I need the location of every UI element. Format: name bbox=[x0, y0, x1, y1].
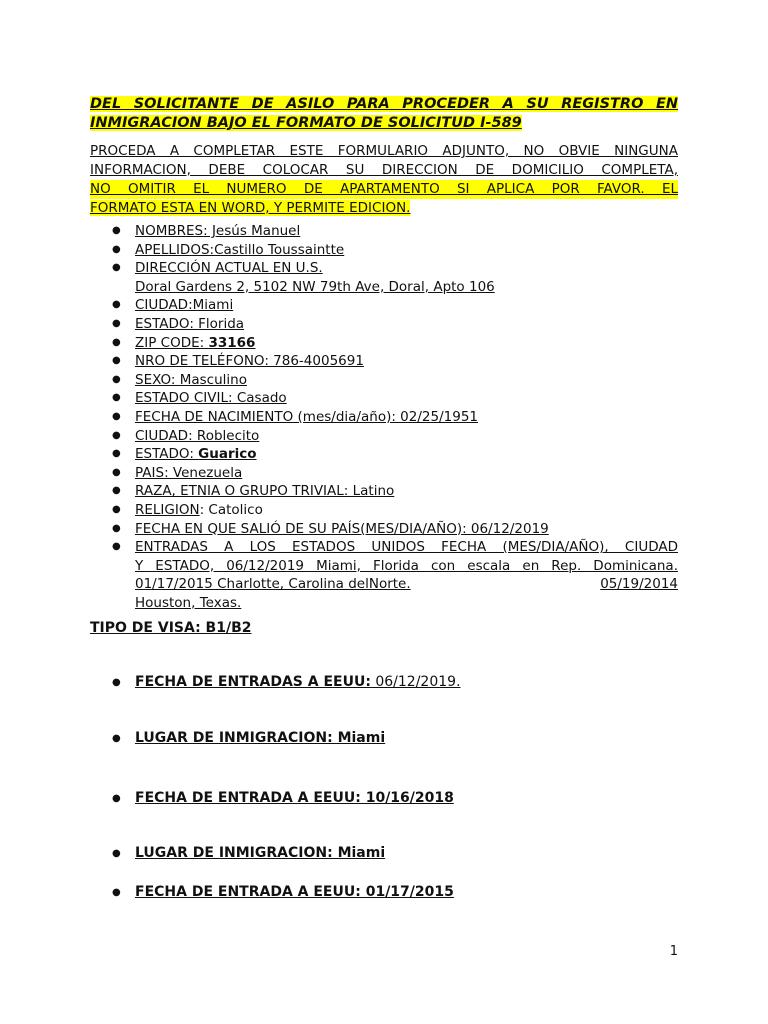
entry-fecha-1-label: FECHA DE ENTRADAS A EEUU: bbox=[135, 674, 371, 690]
field-direccion-label: ● DIRECCIÓN ACTUAL EN U.S. bbox=[135, 260, 323, 277]
field-zip-value: 33166 bbox=[208, 334, 256, 351]
field-nombres bbox=[90, 222, 678, 241]
field-sexo bbox=[90, 371, 678, 390]
field-direccion-value: Doral Gardens 2, 5102 NW 79th Ave, Doral, Apto 106 bbox=[135, 278, 495, 295]
field-religion-label: RELIGION bbox=[135, 501, 200, 518]
field-ciudad bbox=[90, 296, 678, 315]
field-estado-text: ESTADO: Florida bbox=[135, 315, 245, 332]
field-estado bbox=[90, 315, 678, 334]
field-estado-nacimiento bbox=[90, 445, 678, 464]
instructions-line-4-wrap bbox=[90, 199, 678, 218]
field-estado-nacimiento-value: Guarico bbox=[198, 446, 257, 463]
field-entradas-line-4: Houston, Texas. bbox=[135, 594, 242, 611]
entry-lugar-2 bbox=[135, 844, 385, 863]
field-religion-value: : Catolico bbox=[199, 501, 263, 518]
field-nacimiento-text: FECHA DE NACIMIENTO (mes/dia/año): 02/25/1951 bbox=[135, 408, 478, 425]
visa-type: TIPO DE VISA: B1/B2 bbox=[90, 620, 252, 637]
entry-fecha-3 bbox=[135, 883, 454, 902]
document-title bbox=[90, 95, 678, 133]
entry-fecha-2-text: FECHA DE ENTRADA A EEUU: 10/16/2018 bbox=[135, 790, 454, 806]
field-apellidos bbox=[90, 241, 678, 260]
field-telefono bbox=[90, 352, 678, 371]
field-ciudad-nacimiento-text: CIUDAD: Roblecito bbox=[135, 427, 260, 444]
entry-fecha-2 bbox=[135, 789, 454, 808]
field-estado-civil-text: ESTADO CIVIL: Casado bbox=[135, 390, 287, 407]
field-raza bbox=[90, 482, 678, 501]
field-zip bbox=[90, 334, 678, 353]
field-entradas-line-1: ● ENTRADAS A LOS ESTADOS UNIDOS FECHA (MES/DIA/AÑO), CIUDAD bbox=[135, 539, 678, 556]
title-part-2: INMIGRACION BAJO EL FORMATO DE SOLICITUD I-589 bbox=[90, 115, 522, 131]
field-estado-nacimiento-label: ESTADO: bbox=[135, 446, 199, 463]
field-ciudad-text: CIUDAD:Miami bbox=[135, 297, 234, 314]
entry-fecha-1 bbox=[135, 673, 461, 692]
field-nacimiento bbox=[90, 408, 678, 427]
entry-lugar-1 bbox=[135, 729, 385, 748]
field-entradas-line-3b: 05/19/2014 bbox=[600, 576, 678, 593]
field-ciudad-nacimiento bbox=[90, 427, 678, 446]
field-entradas-line-2: Y ESTADO, 06/12/2019 Miami, Florida con escala en Rep. Dominicana. bbox=[135, 557, 678, 574]
field-zip-label: ZIP CODE: bbox=[135, 334, 209, 351]
field-fecha-salida-text: FECHA EN QUE SALIÓ DE SU PAÍS(MES/DIA/AÑO): 06/12/2019 bbox=[135, 520, 549, 537]
field-religion bbox=[90, 501, 678, 520]
field-entradas-line-3a: 01/17/2015 Charlotte, Carolina delNorte. bbox=[135, 576, 411, 593]
field-direccion bbox=[90, 259, 678, 296]
field-nombres-text: NOMBRES: Jesús Manuel bbox=[135, 223, 301, 239]
entry-lugar-2-text: LUGAR DE INMIGRACION: Miami bbox=[135, 845, 386, 861]
field-telefono-text: NRO DE TELÉFONO: 786-4005691 bbox=[135, 353, 364, 370]
field-sexo-text: SEXO: Masculino bbox=[135, 371, 247, 388]
document-page bbox=[90, 95, 678, 638]
field-pais-text: PAIS: Venezuela bbox=[135, 464, 243, 481]
field-fecha-salida bbox=[90, 520, 678, 539]
field-apellidos-text: APELLIDOS:Castillo Toussaintte bbox=[135, 241, 345, 258]
entry-fecha-3-text: FECHA DE ENTRADA A EEUU: 01/17/2015 bbox=[135, 884, 454, 900]
entry-lugar-1-text: LUGAR DE INMIGRACION: Miami bbox=[135, 730, 386, 746]
instructions-paragraph bbox=[90, 142, 678, 218]
field-pais bbox=[90, 464, 678, 483]
page-number: 1 bbox=[669, 944, 678, 959]
field-estado-civil bbox=[90, 389, 678, 408]
entry-fecha-1-value: 06/12/2019. bbox=[370, 674, 461, 690]
instructions-line-1: PROCEDA A COMPLETAR ESTE FORMULARIO ADJUNTO, NO OBVIE NINGUNA bbox=[90, 143, 678, 159]
instructions-line-2: INFORMACION, DEBE COLOCAR SU DIRECCION DE DOMICILIO COMPLETA, bbox=[90, 162, 678, 178]
applicant-fields-list bbox=[90, 222, 678, 612]
title-part-1: DEL SOLICITANTE DE ASILO PARA PROCEDER A SU REGISTRO EN bbox=[90, 96, 678, 112]
field-entradas bbox=[90, 538, 678, 612]
instructions-line-4: FORMATO ESTA EN WORD, Y PERMITE EDICION. bbox=[90, 200, 411, 216]
instructions-line-3: NO OMITIR EL NUMERO DE APARTAMENTO SI APLICA POR FAVOR. EL bbox=[90, 181, 678, 197]
field-raza-text: RAZA, ETNIA O GRUPO TRIVIAL: Latino bbox=[135, 483, 395, 500]
field-entradas-line-3 bbox=[135, 575, 678, 594]
